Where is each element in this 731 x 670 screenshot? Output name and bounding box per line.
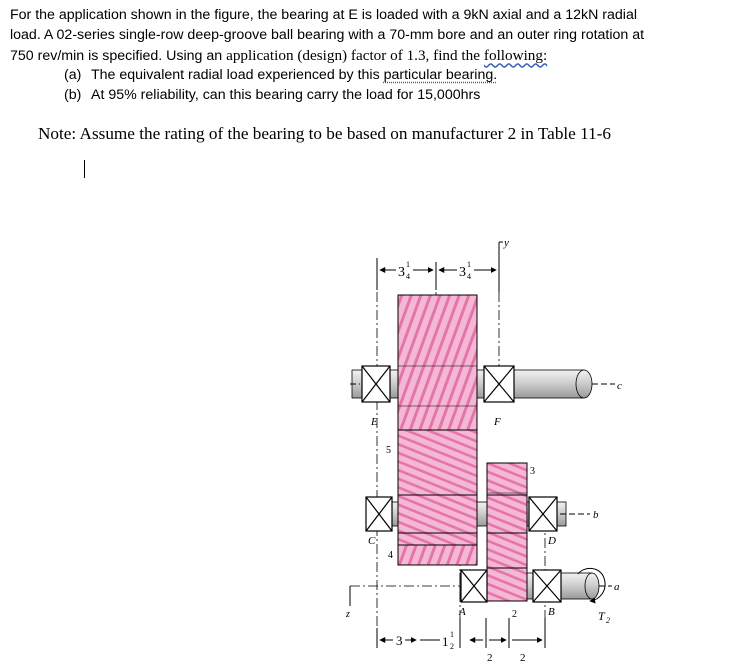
problem-line-1: For the application shown in the figure, the bearing at E is loaded with a 9kN axial and a 12kN radial [10,7,637,23]
gear-5-label: 5 [386,445,391,456]
shaft-a-label: a [614,581,620,593]
bot-dim-half-den: 2 [450,642,454,651]
item-a-text-2: particular bearing. [383,67,498,84]
note-text: Note: Assume the rating of the bearing to be based on manufacturer 2 in Table 11-6 [38,124,611,143]
gear-4-label: 4 [388,550,393,561]
item-b-text: At 95% reliability, can this bearing carry the load for 15,000hrs [91,87,481,104]
bot-dim-3: 3 [396,633,403,648]
top-dim-2-den: 4 [467,272,471,281]
shaft-c-label: c [617,380,622,392]
bearing-A-label: A [459,606,466,618]
item-b-label: (b) [64,87,82,104]
gear-small-hub-b [487,495,527,533]
top-dim-1-den: 4 [406,272,410,281]
bearing-A [461,570,487,602]
bearing-E [362,366,390,402]
bot-dim-half-whole: 1 [442,634,449,649]
top-dim-1-num: 1 [406,260,410,269]
problem-line-3-b: application (design) factor of 1.3, find the [226,46,480,64]
bearing-D-label: D [548,535,556,547]
top-dim-2-whole: 3 [459,265,466,280]
gear-3-label: 3 [530,466,535,477]
top-dim-2-num: 1 [467,260,471,269]
bearing-E-label: E [371,416,378,428]
bearing-B [533,570,561,602]
bot-dim-half-num: 1 [450,630,454,639]
bot-dim-2a: 2 [487,652,493,664]
top-dim-1-whole: 3 [398,265,405,280]
bearing-D [529,497,557,531]
problem-line-3-c: following: [483,46,548,64]
shaft-b-label: b [593,509,599,521]
bot-dim-2b: 2 [520,652,526,664]
problem-line-2: load. A 02-series single-row deep-groove ball bearing with a 70-mm bore and an outer ring rotation at [10,26,645,43]
item-a-text-1: The equivalent radial load experienced by this [91,67,384,84]
torque-label: T [598,609,605,623]
gear-large-hub-b [398,495,477,533]
problem-line-3-a: 750 rev/min is specified. Using an [10,47,227,64]
y-axis-label: y [504,237,509,249]
gear-small-hub-a [487,568,527,601]
y-axis [499,242,503,258]
bearing-F-label: F [494,416,501,428]
gear-2-label: 2 [512,609,517,620]
bearing-B-label: B [548,606,555,618]
torque-subscript: 2 [606,616,610,625]
z-axis-label: z [346,609,350,620]
bearing-C-label: C [368,535,376,547]
bearing-C [366,497,392,531]
bearing-F [484,366,514,402]
item-a-label: (a) [64,67,82,84]
top-dimensions [377,258,499,292]
